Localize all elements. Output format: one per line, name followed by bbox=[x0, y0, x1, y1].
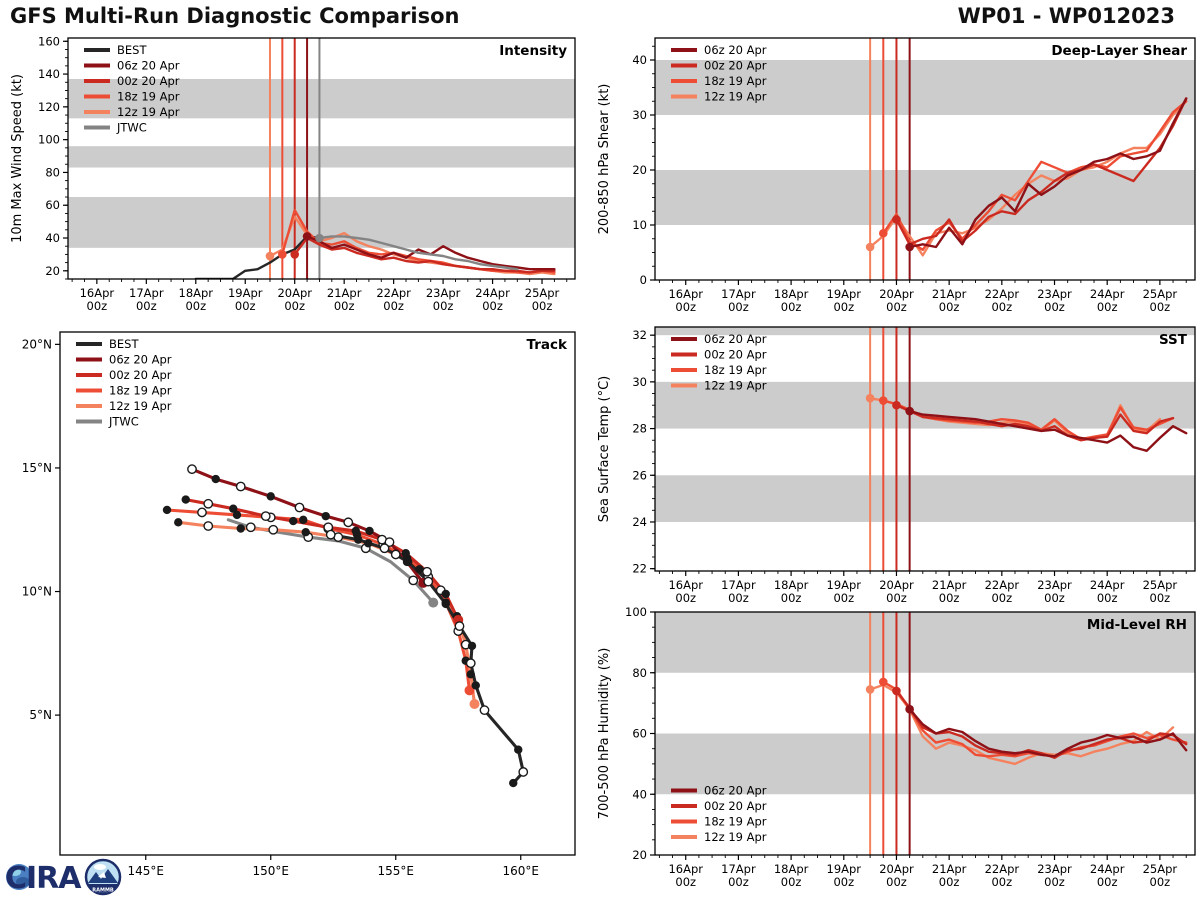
track-marker-open bbox=[480, 706, 488, 714]
sst-title: SST bbox=[1158, 332, 1187, 348]
x-tick-label: 21Apr bbox=[931, 578, 967, 592]
x-tick-label: 00z bbox=[938, 875, 960, 889]
x-tick-label: 00z bbox=[1044, 591, 1065, 605]
shear-y-axis-label: 200-850 hPa Shear (kt) bbox=[597, 83, 612, 235]
legend-label-run_12z: 12z 19 Apr bbox=[109, 399, 172, 413]
legend-label-run_18z: 18z 19 Apr bbox=[109, 383, 172, 398]
y-tick-label: 60 bbox=[632, 726, 647, 741]
x-tick-label: 00z bbox=[185, 299, 207, 313]
x-tick-label: 155°E bbox=[377, 864, 414, 878]
y-tick-label: 60 bbox=[45, 198, 60, 213]
legend-label-jtwc: JTWC bbox=[109, 414, 139, 429]
storm-title: WP01 - WP012023 bbox=[957, 4, 1175, 28]
legend-label-run_12z: 12z 19 Apr bbox=[117, 105, 180, 119]
x-tick-label: 00z bbox=[482, 299, 503, 313]
track-marker-filled bbox=[322, 512, 330, 520]
track-marker-filled bbox=[442, 590, 450, 598]
legend-label-run_06z: 06z 20 Apr bbox=[109, 352, 172, 367]
category-band bbox=[655, 170, 1195, 225]
y-tick-label: 20 bbox=[632, 163, 647, 177]
legend-label-run_06z: 06z 20 Apr bbox=[704, 332, 767, 346]
rh-title: Mid-Level RH bbox=[1086, 617, 1187, 633]
shear-init-dot-run_12z bbox=[866, 243, 875, 252]
track-marker-filled bbox=[404, 558, 412, 566]
y-tick-label: 100 bbox=[38, 132, 60, 147]
track-marker-filled bbox=[352, 527, 360, 535]
x-tick-label: 00z bbox=[886, 300, 907, 314]
category-band bbox=[68, 146, 575, 167]
rh-init-dot-run_06z bbox=[905, 705, 914, 714]
track-marker-open bbox=[467, 659, 475, 667]
x-tick-label: 22Apr bbox=[984, 287, 1020, 301]
track-marker-filled bbox=[302, 528, 310, 536]
legend-label-run_18z: 18z 19 Apr bbox=[117, 89, 180, 104]
x-tick-label: 24Apr bbox=[1089, 287, 1125, 301]
track-marker-open bbox=[247, 523, 255, 531]
track-marker-open bbox=[269, 526, 277, 534]
intensity-init-dot-run_12z bbox=[266, 252, 275, 261]
legend-label-run_18z: 18z 19 Apr bbox=[704, 363, 767, 377]
y-tick-label: 80 bbox=[632, 665, 647, 680]
x-tick-label: 00z bbox=[728, 875, 749, 889]
x-tick-label: 18Apr bbox=[773, 287, 809, 301]
track-marker-open bbox=[380, 544, 388, 552]
x-tick-label: 18Apr bbox=[773, 862, 809, 876]
y-tick-label: 5°N bbox=[29, 708, 52, 723]
x-tick-label: 00z bbox=[675, 875, 697, 889]
track-init-dot-jtwc bbox=[428, 598, 438, 608]
track-marker-open bbox=[424, 577, 432, 585]
shear-init-dot-run_06z bbox=[905, 243, 914, 252]
x-tick-label: 25Apr bbox=[1142, 287, 1178, 301]
x-tick-label: 00z bbox=[1149, 591, 1171, 605]
track-marker-open bbox=[204, 522, 212, 530]
track-marker-filled bbox=[163, 506, 171, 514]
y-tick-label: 26 bbox=[632, 468, 647, 483]
x-tick-label: 00z bbox=[991, 875, 1013, 889]
x-tick-label: 25Apr bbox=[1142, 862, 1178, 876]
sst-init-dot-run_06z bbox=[905, 407, 914, 416]
x-tick-label: 16Apr bbox=[668, 287, 703, 301]
track-marker-filled bbox=[237, 524, 245, 532]
x-tick-label: 21Apr bbox=[931, 862, 967, 876]
intensity-title: Intensity bbox=[499, 43, 567, 59]
track-marker-filled bbox=[509, 779, 517, 787]
legend-label-run_12z: 12z 19 Apr bbox=[704, 830, 767, 844]
x-tick-label: 00z bbox=[1044, 875, 1065, 889]
x-tick-label: 00z bbox=[1096, 591, 1118, 605]
track-marker-filled bbox=[514, 746, 522, 754]
x-tick-label: 00z bbox=[886, 591, 907, 605]
legend-label-run_12z: 12z 19 Apr bbox=[704, 378, 767, 393]
track-series-group bbox=[163, 465, 528, 787]
x-tick-label: 00z bbox=[780, 875, 802, 889]
x-tick-label: 160°E bbox=[502, 864, 539, 878]
sst-y-axis-label: Sea Surface Temp (°C) bbox=[597, 375, 612, 523]
x-tick-label: 00z bbox=[991, 591, 1013, 605]
x-tick-label: 00z bbox=[991, 300, 1013, 314]
x-tick-label: 19Apr bbox=[227, 286, 263, 300]
legend-label-run_18z: 18z 19 Apr bbox=[704, 814, 767, 829]
track-marker-open bbox=[344, 518, 352, 526]
track-marker-filled bbox=[174, 518, 182, 526]
y-tick-label: 160 bbox=[38, 34, 60, 49]
y-tick-label: 40 bbox=[45, 231, 60, 246]
x-tick-label: 18Apr bbox=[178, 286, 214, 300]
y-tick-label: 22 bbox=[632, 561, 647, 576]
x-tick-label: 00z bbox=[728, 300, 749, 314]
y-tick-label: 20 bbox=[45, 263, 60, 278]
rammb-wordmark: RAMMB bbox=[92, 887, 114, 894]
legend-label-best: BEST bbox=[117, 43, 147, 57]
x-tick-label: 22Apr bbox=[984, 862, 1020, 876]
x-tick-label: 22Apr bbox=[376, 286, 411, 300]
track-marker-open bbox=[455, 622, 463, 630]
x-tick-label: 00z bbox=[531, 299, 553, 313]
x-tick-label: 20Apr bbox=[277, 286, 312, 300]
y-tick-label: 40 bbox=[632, 787, 647, 802]
x-tick-label: 19Apr bbox=[826, 578, 862, 592]
track-marker-open bbox=[237, 482, 245, 490]
category-band bbox=[655, 475, 1195, 522]
track-marker-open bbox=[204, 500, 212, 508]
x-tick-label: 16Apr bbox=[668, 578, 703, 592]
cloud-icon bbox=[94, 864, 106, 870]
x-tick-label: 23Apr bbox=[1037, 578, 1072, 592]
logo-graphic bbox=[4, 853, 124, 899]
x-tick-label: 16Apr bbox=[668, 862, 703, 876]
x-tick-label: 24Apr bbox=[1089, 862, 1125, 876]
x-tick-label: 00z bbox=[383, 299, 404, 313]
x-tick-label: 00z bbox=[284, 299, 306, 313]
x-tick-label: 19Apr bbox=[826, 287, 862, 301]
rh-init-dot-run_18z bbox=[879, 678, 888, 687]
shear-init-dot-run_00z bbox=[892, 215, 901, 224]
x-tick-label: 00z bbox=[938, 300, 960, 314]
track-marker-filled bbox=[299, 516, 307, 524]
track-title: Track bbox=[526, 337, 567, 353]
legend-label-run_00z: 00z 20 Apr bbox=[704, 799, 767, 813]
x-tick-label: 17Apr bbox=[721, 578, 756, 592]
x-tick-label: 21Apr bbox=[326, 286, 362, 300]
rh-panel bbox=[625, 605, 1195, 889]
x-tick-label: 16Apr bbox=[79, 286, 115, 300]
track-marker-filled bbox=[267, 492, 275, 500]
x-tick-label: 20Apr bbox=[879, 287, 914, 301]
track-marker-filled bbox=[182, 495, 190, 503]
legend-label-run_12z: 12z 19 Apr bbox=[704, 89, 767, 104]
x-tick-label: 00z bbox=[333, 299, 355, 313]
x-tick-label: 00z bbox=[938, 591, 960, 605]
y-tick-label: 100 bbox=[625, 605, 647, 619]
track-init-dot-run_12z bbox=[470, 699, 480, 709]
cira-rammb-logo bbox=[4, 853, 124, 899]
x-tick-label: 17Apr bbox=[721, 862, 756, 876]
track-marker-filled bbox=[289, 517, 297, 525]
shear-init-dot-run_18z bbox=[879, 229, 888, 238]
y-tick-label: 20 bbox=[632, 848, 647, 862]
x-tick-label: 00z bbox=[833, 875, 855, 889]
x-tick-label: 00z bbox=[1096, 300, 1118, 314]
y-tick-label: 15°N bbox=[21, 460, 52, 475]
x-tick-label: 00z bbox=[675, 591, 697, 605]
x-tick-label: 00z bbox=[728, 591, 749, 605]
track-marker-open bbox=[392, 550, 400, 558]
rh-y-axis-label: 700-500 hPa Humidity (%) bbox=[597, 647, 612, 820]
track-marker-filled bbox=[467, 670, 475, 678]
legend-label-jtwc: JTWC bbox=[117, 120, 147, 135]
x-tick-label: 25Apr bbox=[524, 286, 560, 300]
x-tick-label: 00z bbox=[1149, 300, 1171, 314]
track-marker-open bbox=[198, 508, 206, 516]
x-tick-label: 25Apr bbox=[1142, 578, 1178, 592]
sst-init-dot-run_12z bbox=[866, 394, 875, 403]
x-tick-label: 00z bbox=[135, 299, 157, 313]
y-tick-label: 24 bbox=[632, 514, 647, 529]
x-tick-label: 00z bbox=[833, 591, 855, 605]
track-line-run_12z bbox=[178, 522, 474, 704]
x-tick-label: 20Apr bbox=[879, 578, 914, 592]
x-tick-label: 00z bbox=[432, 299, 454, 313]
x-tick-label: 145°E bbox=[127, 864, 164, 878]
track-legend bbox=[76, 337, 172, 429]
track-marker-open bbox=[327, 530, 335, 538]
x-tick-label: 23Apr bbox=[1037, 862, 1072, 876]
legend-label-run_00z: 00z 20 Apr bbox=[704, 58, 767, 73]
rh-init-dot-run_12z bbox=[866, 685, 875, 694]
x-tick-label: 19Apr bbox=[826, 862, 862, 876]
track-marker-open bbox=[519, 768, 527, 776]
intensity-y-axis-label: 10m Max Wind Speed (kt) bbox=[10, 74, 25, 243]
x-tick-label: 00z bbox=[86, 299, 108, 313]
y-tick-label: 120 bbox=[38, 99, 60, 114]
track-marker-open bbox=[188, 465, 196, 473]
track-marker-filled bbox=[468, 642, 476, 650]
y-tick-label: 20°N bbox=[21, 337, 52, 352]
shear-title: Deep-Layer Shear bbox=[1051, 43, 1187, 59]
x-tick-label: 23Apr bbox=[425, 286, 461, 300]
x-tick-label: 00z bbox=[675, 300, 697, 314]
track-marker-filled bbox=[364, 539, 372, 547]
legend-label-run_06z: 06z 20 Apr bbox=[117, 58, 180, 73]
track-marker-open bbox=[262, 512, 270, 520]
track-marker-open bbox=[423, 568, 431, 576]
intensity-init-dot-run_06z bbox=[303, 232, 312, 241]
y-tick-label: 28 bbox=[632, 421, 647, 436]
legend-label-run_06z: 06z 20 Apr bbox=[704, 783, 767, 798]
x-tick-label: 21Apr bbox=[931, 287, 967, 301]
intensity-init-dot-run_18z bbox=[278, 250, 287, 259]
x-tick-label: 24Apr bbox=[1089, 578, 1125, 592]
track-panel bbox=[22, 337, 539, 878]
legend-label-best: BEST bbox=[109, 337, 139, 351]
intensity-init-dot-jtwc bbox=[315, 234, 324, 243]
rh-init-dot-run_00z bbox=[892, 687, 901, 696]
x-tick-label: 18Apr bbox=[773, 578, 809, 592]
track-marker-filled bbox=[442, 600, 450, 608]
x-tick-label: 00z bbox=[833, 300, 855, 314]
y-tick-label: 0 bbox=[639, 273, 647, 287]
track-marker-filled bbox=[402, 549, 410, 557]
sst-init-dot-run_00z bbox=[892, 401, 901, 410]
x-tick-label: 23Apr bbox=[1037, 287, 1072, 301]
sst-init-dot-run_18z bbox=[879, 396, 888, 405]
x-tick-label: 20Apr bbox=[879, 862, 914, 876]
y-tick-label: 30 bbox=[632, 374, 647, 389]
y-tick-label: 10°N bbox=[21, 584, 52, 599]
legend-label-run_18z: 18z 19 Apr bbox=[704, 74, 767, 88]
track-marker-filled bbox=[365, 527, 373, 535]
x-tick-label: 00z bbox=[886, 875, 907, 889]
intensity-init-dot-run_00z bbox=[290, 250, 299, 259]
y-tick-label: 40 bbox=[632, 53, 647, 67]
y-tick-label: 140 bbox=[38, 67, 60, 82]
track-marker-filled bbox=[212, 475, 220, 483]
x-tick-label: 150°E bbox=[252, 864, 289, 878]
track-marker-open bbox=[409, 576, 417, 584]
legend-label-run_00z: 00z 20 Apr bbox=[109, 368, 172, 382]
y-tick-label: 10 bbox=[632, 218, 647, 232]
legend-label-run_00z: 00z 20 Apr bbox=[704, 347, 767, 362]
x-tick-label: 00z bbox=[1096, 875, 1118, 889]
track-marker-filled bbox=[472, 681, 480, 689]
x-tick-label: 00z bbox=[780, 300, 802, 314]
x-tick-label: 17Apr bbox=[129, 286, 164, 300]
y-tick-label: 30 bbox=[632, 108, 647, 122]
x-tick-label: 24Apr bbox=[475, 286, 510, 300]
y-tick-label: 32 bbox=[632, 328, 647, 343]
legend-label-run_06z: 06z 20 Apr bbox=[704, 43, 767, 57]
x-tick-label: 22Apr bbox=[984, 578, 1020, 592]
page-title: GFS Multi-Run Diagnostic Comparison bbox=[10, 4, 460, 28]
track-marker-filled bbox=[354, 535, 362, 543]
x-tick-label: 17Apr bbox=[721, 287, 756, 301]
track-marker-filled bbox=[229, 505, 237, 513]
x-tick-label: 00z bbox=[1044, 300, 1065, 314]
x-tick-label: 00z bbox=[780, 591, 802, 605]
x-tick-label: 00z bbox=[1149, 875, 1171, 889]
x-tick-label: 00z bbox=[234, 299, 256, 313]
track-marker-open bbox=[295, 503, 303, 511]
cira-wordmark: CIRA bbox=[5, 861, 81, 896]
y-tick-label: 80 bbox=[45, 165, 60, 180]
legend-label-run_00z: 00z 20 Apr bbox=[117, 74, 180, 88]
